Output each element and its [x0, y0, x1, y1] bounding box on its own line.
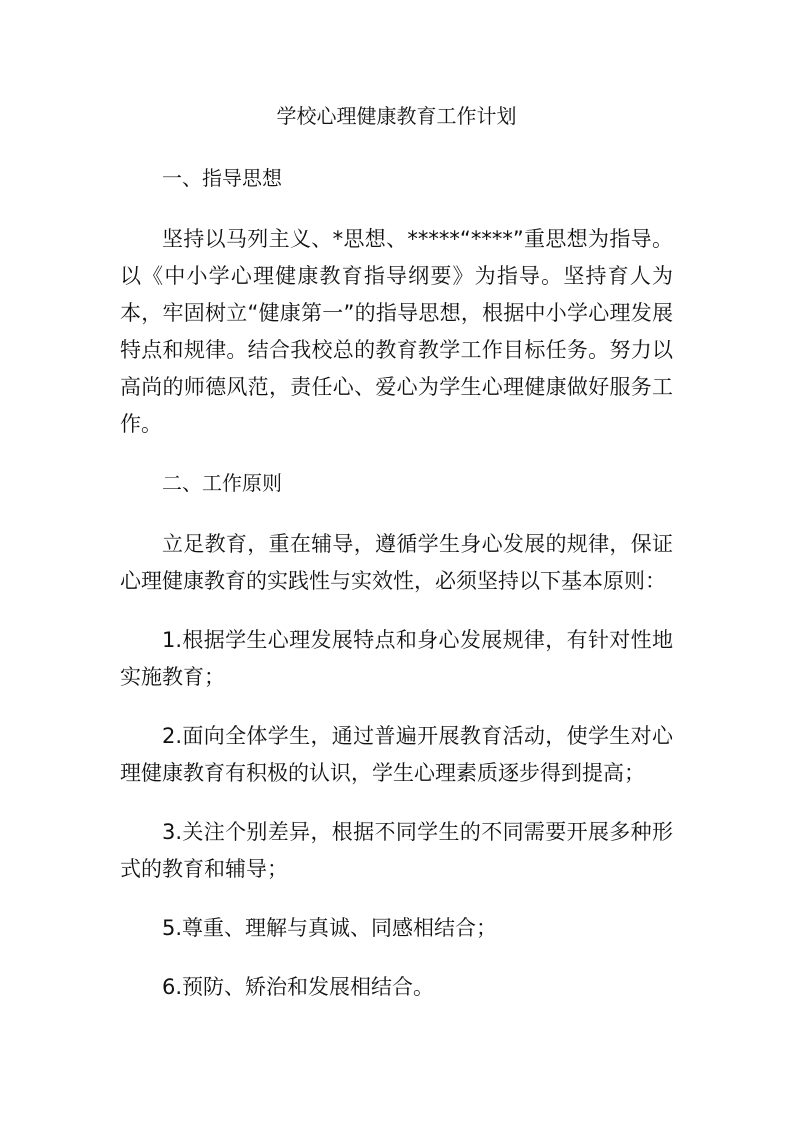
section-heading-work-principles: 二、工作原则 — [162, 471, 282, 495]
paragraph-principles-intro: 立足教育，重在辅导，遵循学生身心发展的规律，保证心理健康教育的实践性与实效性，必须坚持以下基本原则： — [120, 532, 673, 593]
principle-item-1: 1.根据学生心理发展特点和身心发展规律，有针对性地实施教育； — [120, 628, 673, 689]
principle-item-2: 2.面向全体学生，通过普遍开展教育活动，使学生对心理健康教育有积极的认识，学生心理素质逐步得到提高； — [120, 724, 673, 785]
principle-item-5: 5.尊重、理解与真诚、同感相结合； — [162, 916, 498, 940]
document-title: 学校心理健康教育工作计划 — [276, 104, 517, 128]
principle-item-3: 3.关注个别差异，根据不同学生的不同需要开展多种形式的教育和辅导； — [120, 820, 673, 881]
principle-item-6: 6.预防、矫治和发展相结合。 — [162, 975, 435, 999]
paragraph-guiding-ideology: 坚持以马列主义、*思想、*****“****”重思想为指导。以《中小学心理健康教育指导纲要》为指导。坚持育人为本，牢固树立“健康第一”的指导思想，根据中小学心理发展特点和规律。结合我校总的教育教学工作目标任务。努力以高尚的师德风范，责任心、爱心为学生心理健康做好服务工作。 — [120, 227, 673, 436]
section-heading-guiding-ideology: 一、指导思想 — [162, 166, 282, 190]
